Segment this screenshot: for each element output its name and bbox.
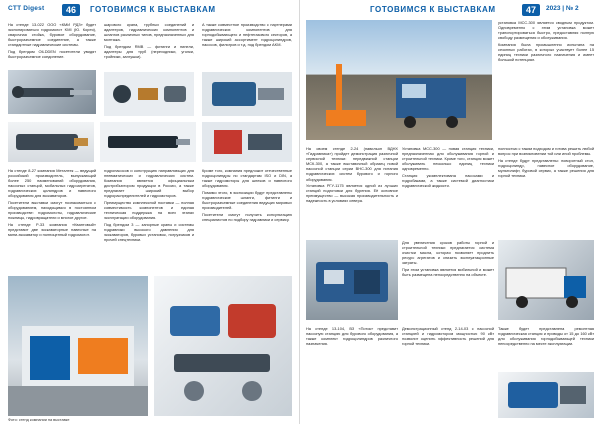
right-page bbox=[300, 0, 600, 424]
components-photo bbox=[154, 276, 292, 416]
left-section-title: ГОТОВИМСЯ К ВЫСТАВКАМ bbox=[90, 5, 216, 14]
service-truck-photo bbox=[498, 240, 594, 320]
paragraph: Установка РГУ-1175 является одной из лучших станций подготовки для бурения. Её основное преимущество — высокая производительность и надежность в условиях севера. bbox=[306, 183, 398, 204]
paragraph: Под брендом OILDDEN посетители увидят быстроразъемное соединение. bbox=[8, 48, 96, 60]
equipment-photo-2 bbox=[100, 122, 196, 162]
product-photo-2 bbox=[104, 72, 194, 116]
paragraph: На стенде 8-27 компания Металтек — ведущий российский производитель, выпускающий более 250 наименований оборудования, насосных станций, мобильных гидроагрегатов, гидравлических цилиндров и навесного оборудования для экскаваторов. bbox=[8, 168, 96, 199]
photo-caption-1: Фото: стенд компании на выставке bbox=[8, 418, 70, 422]
paragraph: Под брендом 3 — запорные краны и системы гидравлики высокого давления для экскаваторов, буровых установок, погрузчиков и прочей спецтехники. bbox=[104, 221, 194, 243]
right-col3-mid bbox=[402, 240, 494, 320]
paragraph: Для увеличения сроков работы горной и строительной техники предлагается система очистки масла, которая позволяет продлить ресурс агрегатов и снизить эксплуатационные затраты. bbox=[402, 240, 494, 266]
paragraph: Установка МСС-300 — новая станция техники, предназначенная для обслуживания горной и строительной техники. Кроме того, станция может обслуживать несколько единиц техники одновременно. bbox=[402, 146, 494, 172]
paragraph: Демонстрационный стенд 2-14-03 с насосной станцией и гидромотором мощностью 90 кВт позволит оценить эффективность решений для горной техники. bbox=[402, 326, 494, 347]
paragraph: Кроме того, компания предложит отечественные гидроцилиндры по стандартам ISO и DIN, а также гидромоторы для шнеков и навесного оборудования. bbox=[202, 168, 292, 189]
issue-number: 2023 | № 2 bbox=[546, 5, 579, 12]
pump-station-photo bbox=[306, 240, 398, 320]
paragraph: гидронасосов и конструкцию направляющих для пневматических и гидравлических систем. Компания является официальным дистрибьютором продукции в России, а также предлагает широкий выбор гидрораспределителей и гидромоторов. bbox=[104, 168, 194, 199]
machine-component-icon bbox=[202, 122, 292, 162]
paragraph: А также совместное производство с партнерами гидравлических компонентов для горнодобывающего и нефтегазового секторов, а также широкий ассортимент гидроцилиндров, насосов, фильтров и т.д. под брендом AKM. bbox=[202, 22, 292, 48]
right-col2-bottom bbox=[402, 326, 494, 418]
paragraph: Станция укомплектована насосами и гидробаками, а также системой диагностики гидравлической жидкости. bbox=[402, 172, 494, 189]
left-header bbox=[0, 4, 300, 17]
magazine-brand: CTT Digest bbox=[8, 5, 45, 12]
exhibition-stand-icon bbox=[8, 276, 148, 416]
paragraph: На стенде 13-022 ООО «КМИ РДЗ» будет экспонироваться гидромолот KMI (Ю. Корея), сварочная стойка, буровое оборудование, быстроразъемное соединение, а также стандартные гидравлические системы. bbox=[8, 22, 96, 48]
right-col3-bottom bbox=[498, 326, 594, 372]
right-col2-mid bbox=[402, 146, 494, 236]
paragraph: Преимущество комплексной поставки — полная совместимость компонентов и единая техническая поддержка на всех этапах эксплуатации оборудования. bbox=[104, 200, 194, 221]
paragraph: установка МСС-300 является сводным продуктом. Одновременно с этим установка может транспортироваться быстро, предоставляя полную свободу размещения и обслуживания. bbox=[498, 20, 594, 41]
hydraulic-cylinder-icon bbox=[8, 70, 96, 114]
paragraph: Помимо этого, в экспозиции будут представлены гидравлические шланги, фитинги и быстроразъемные соединения ведущих мировых производителей. bbox=[202, 189, 292, 211]
paragraph: При этом установка является мобильной и может быть размещена непосредственно на объекте. bbox=[402, 266, 494, 278]
paragraph: Посетители выставки смогут познакомиться с оборудованием, находящимся в постоянном производстве: гидромолоты, гидравлические ножницы, гидровращатели и многое другое. bbox=[8, 200, 96, 221]
hydraulic-pump-icon bbox=[202, 72, 292, 116]
right-section-title: ГОТОВИМСЯ К ВЫСТАВКАМ bbox=[370, 5, 496, 14]
paragraph: На стенде будут представлены: поворотный стол, гидроцилиндр, навесное оборудование, мультилифт, буровой сервис, а также решения для горной техники. bbox=[498, 157, 594, 178]
left-col2-bottom bbox=[104, 168, 194, 272]
paragraph: Посетители смогут получить консультацию специалистов по подбору гидравлики и сервису. bbox=[202, 211, 292, 222]
right-col1-top bbox=[498, 20, 594, 140]
pump-station-icon bbox=[306, 240, 398, 320]
equipment-photo-1 bbox=[8, 122, 94, 162]
hydraulic-components-icon bbox=[154, 276, 292, 416]
paragraph: На стенде 13-104, ВЗ «Поток» представит насосную станцию для бурового оборудования, а также комплект гидроцилиндров различного назначения. bbox=[306, 326, 398, 347]
paragraph: На стенде Р-33 компания «Квантовый» представит две экскаваторные навесные на мини-экскаватор и полноценный гидромолот. bbox=[8, 221, 96, 238]
hydraulic-unit-icon bbox=[498, 372, 594, 418]
equipment-photo-3 bbox=[202, 122, 292, 162]
right-col1-bottom bbox=[306, 326, 398, 418]
paragraph: полностью с таким подходом и готова решить любой вопрос при возникновении той или иной проблемы. bbox=[498, 146, 594, 157]
right-header bbox=[300, 4, 600, 17]
valve-parts-icon bbox=[104, 72, 194, 116]
right-col2-top bbox=[306, 146, 398, 236]
service-truck-icon bbox=[498, 240, 594, 320]
drilling-rig-photo bbox=[306, 20, 492, 140]
left-col1-bottom bbox=[8, 168, 96, 272]
drill-attachment-icon bbox=[8, 122, 94, 162]
left-page-number: 46 bbox=[62, 4, 80, 16]
left-col3-bottom bbox=[202, 168, 292, 272]
paragraph: Компания была промышленно испытана на сезонных работах, в которых участвует более 15 единиц техники различного назначения и имеет большой потенциал. bbox=[498, 41, 594, 63]
right-page-number: 47 bbox=[522, 4, 540, 16]
paragraph: Под брендом RMB — фитинги и нипели, адаптеры для труб (переходники, уголки, тройники, заглушки). bbox=[104, 43, 194, 60]
paragraph: Также будет представлена ремонтная гидравлическая станция и приводы от 15 до 160 кВт для обслуживания горнодобывающей техники непосредственно на месте эксплуатации. bbox=[498, 326, 594, 347]
exhibition-photo bbox=[8, 276, 148, 416]
product-photo-3 bbox=[202, 72, 292, 116]
drilling-rig-icon bbox=[306, 20, 492, 140]
paragraph: На своем стенде 2-24 (павильон ВДНХ «Гидравлика») пройдет демонстрация различной сервисной техники: передвижной станции МСК-300, а также выставочный образец новой насосной станции серии ВНС-300 для питания гидравлических систем бурового и горного оборудования. bbox=[306, 146, 398, 182]
product-photo-1 bbox=[8, 70, 96, 114]
right-col3-top bbox=[498, 146, 594, 236]
hydraulic-hammer-icon bbox=[100, 122, 196, 162]
hydraulic-unit-photo bbox=[498, 372, 594, 418]
paragraph: шарового крана, трубных соединений и адаптеров, гидравлических компонентов и шлангов различных типов, предназначенных для монтажа. bbox=[104, 22, 194, 43]
